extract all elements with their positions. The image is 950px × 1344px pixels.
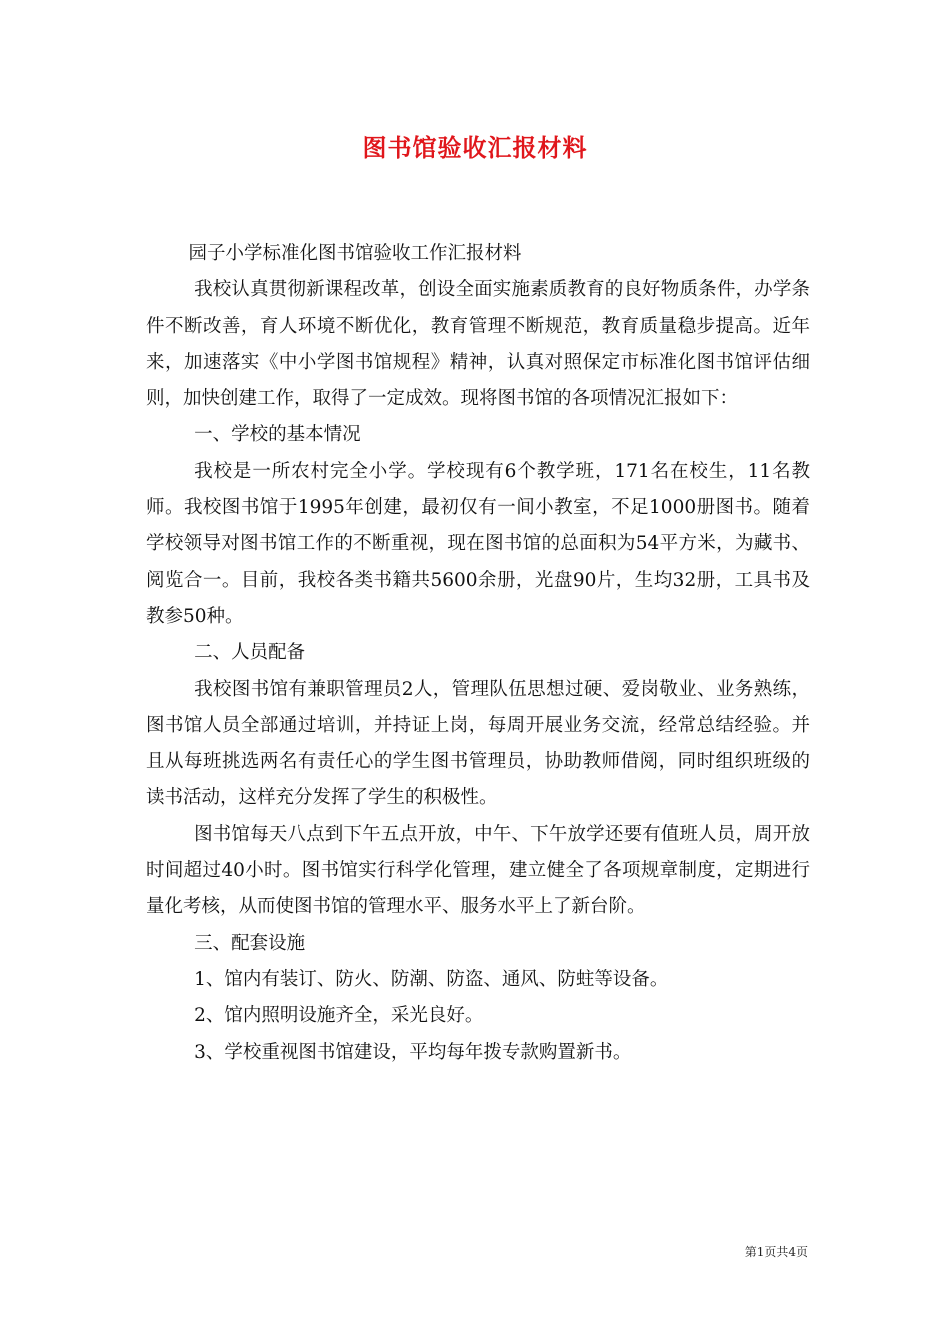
section-heading-basic-info: 一、学校的基本情况	[194, 424, 361, 446]
paragraph-staffing: 我校图书馆有兼职管理员2人，管理队伍思想过硬、爱岗敬业、业务熟练，图书馆人员全部通过培训，并持证上岗，每周开展业务交流，经常总结经验。并且从每班挑选两名有责任心的学生图书管理员，协助教师借阅，同时组织班级的读书活动，这样充分发挥了学生的积极性。	[146, 678, 810, 809]
page-number-footer: 第1页共4页	[744, 1245, 808, 1259]
paragraph-intro: 我校认真贯彻新课程改革，创设全面实施素质教育的良好物质条件，办学条件不断改善，育人环境不断优化，教育管理不断规范，教育质量稳步提高。近年来，加速落实《中小学图书馆规程》精神，认真对照保定市标准化图书馆评估细则，加快创建工作，取得了一定成效。现将图书馆的各项情况汇报如下：	[146, 279, 810, 410]
paragraph-basic-info: 我校是一所农村完全小学。学校现有6个教学班，171名在校生，11名教师。我校图书馆于1995年创建，最初仅有一间小教室，不足1000册图书。随着学校领导对图书馆工作的不断重视，现在图书馆的总面积为54平方米，为藏书、阅览合一。目前，我校各类书籍共5600余册，光盘90片，生均32册，工具书及教参50种。	[146, 460, 810, 627]
list-item-facility-3: 3、学校重视图书馆建设，平均每年拨专款购置新书。	[194, 1041, 632, 1063]
document-body	[146, 236, 810, 1071]
list-item-facility-1: 1、馆内有装订、防火、防潮、防盗、通风、防蛀等设备。	[194, 968, 669, 990]
document-title: 图书馆验收汇报材料	[362, 133, 588, 162]
list-item-facility-2: 2、馆内照明设施齐全，采光良好。	[194, 1005, 484, 1027]
section-heading-facilities: 三、配套设施	[194, 932, 306, 954]
paragraph-opening-hours: 图书馆每天八点到下午五点开放，中午、下午放学还要有值班人员，周开放时间超过40小时。图书馆实行科学化管理，建立健全了各项规章制度，定期进行量化考核，从而使图书馆的管理水平、服务水平上了新台阶。	[146, 823, 810, 918]
document-subtitle: 园子小学标准化图书馆验收工作汇报材料	[188, 243, 522, 264]
section-heading-staffing: 二、人员配备	[194, 642, 306, 664]
